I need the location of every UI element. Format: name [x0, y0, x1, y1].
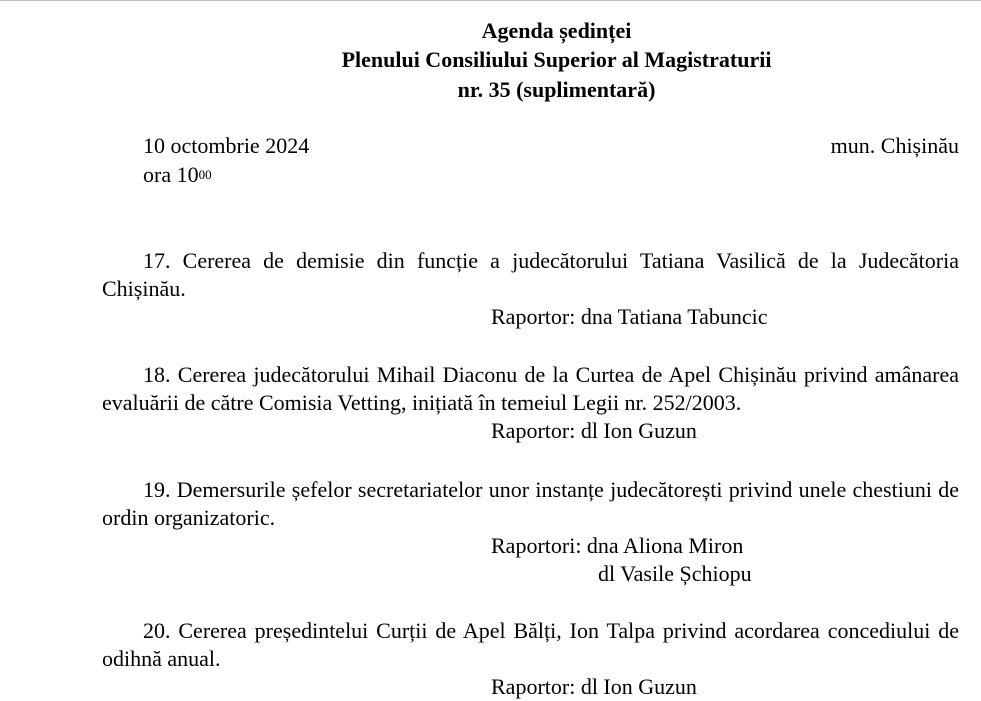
- agenda-item-reporter: Raportor: dl Ion Guzun: [491, 418, 697, 443]
- agenda-item-17: [102, 247, 959, 331]
- agenda-item-text: 18. Cererea judecătorului Mihail Diaconu de la Curtea de Apel Chișinău privind amânarea evaluării de către Comisia Vetting, inițiată în temeiul Legii nr. 252/2003.: [102, 362, 959, 415]
- page-top-border: [0, 0, 981, 1]
- meeting-date: 10 octombrie 2024: [143, 133, 310, 158]
- meeting-time-hour: ora 10: [143, 162, 199, 187]
- agenda-item-19: [102, 476, 959, 588]
- agenda-item-20: [102, 617, 959, 701]
- agenda-item-reporter: Raportor: dna Tatiana Tabuncic: [491, 304, 768, 329]
- agenda-item-reporter: Raportor: dl Ion Guzun: [491, 674, 697, 699]
- agenda-subtitle: Plenului Consiliului Superior al Magistraturii: [341, 47, 772, 72]
- agenda-item-reporter: Raportori: dna Aliona Miron: [491, 533, 744, 558]
- agenda-number: nr. 35 (suplimentară): [457, 77, 656, 102]
- meeting-location: mun. Chișinău: [830, 133, 959, 158]
- meeting-time: [143, 162, 212, 188]
- agenda-item-text: 19. Demersurile șefelor secretariatelor unor instanțe judecătorești privind unele chestiuni de ordin organizatoric.: [102, 477, 959, 530]
- meeting-time-minutes: 00: [198, 167, 212, 182]
- agenda-title: Agenda ședinței: [481, 18, 632, 43]
- agenda-item-18: [102, 361, 959, 445]
- agenda-item-text: 17. Cererea de demisie din funcție a judecătorului Tatiana Vasilică de la Judecătoria Chișinău.: [102, 248, 959, 301]
- agenda-item-reporter-second: dl Vasile Șchiopu: [598, 561, 752, 586]
- agenda-item-text: 20. Cererea președintelui Curții de Apel Bălți, Ion Talpa privind acordarea concediului de odihnă anual.: [102, 618, 959, 671]
